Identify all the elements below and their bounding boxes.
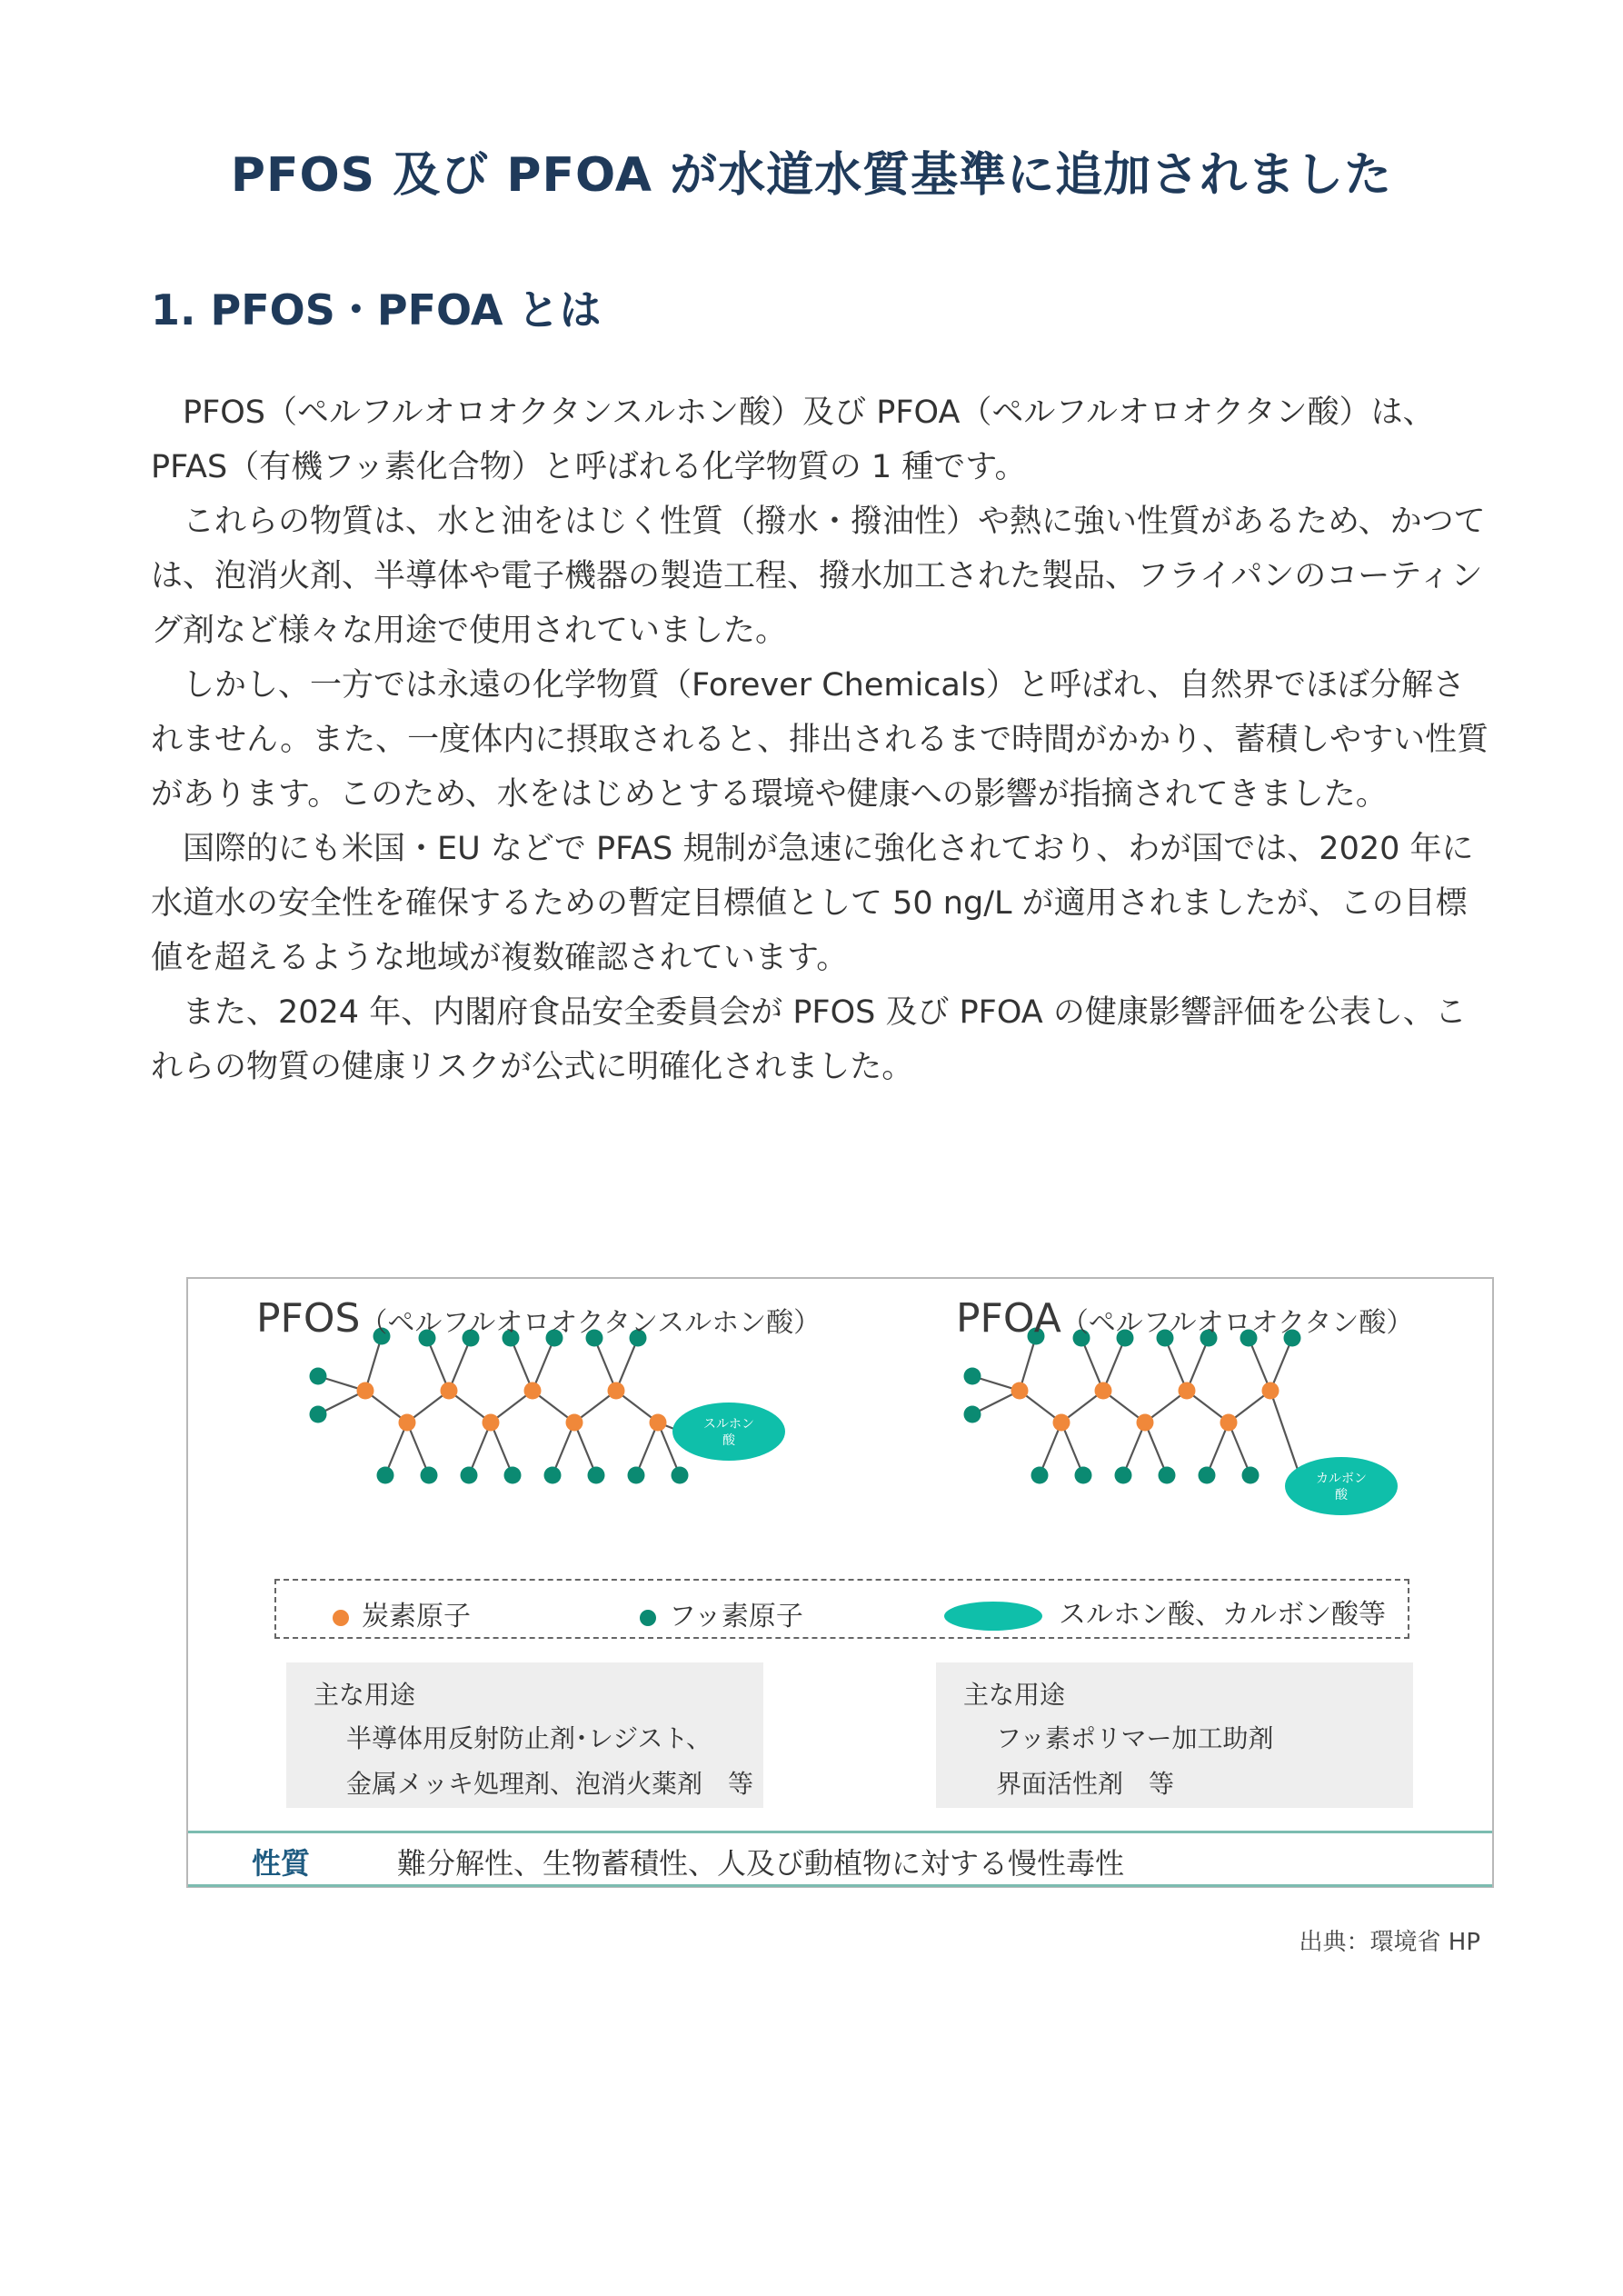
acid-group-ellipse bbox=[1285, 1457, 1398, 1515]
carbon-dot-icon bbox=[333, 1610, 349, 1626]
fluorine-atom bbox=[964, 1406, 981, 1423]
pfos-title bbox=[256, 1295, 821, 1342]
fluorine-atom bbox=[1031, 1467, 1049, 1484]
paragraph-2: これらの物質は、水と油をはじく性質（撥水・撥油性）や熱に強い性質があるため、かつては、泡消火剤、半導体や電子機器の製造工程、撥水加工された製品、フライパンのコーティング剤など様々な用途で使用されていました。 bbox=[151, 504, 1486, 649]
usage-box-pfoa bbox=[936, 1662, 1413, 1808]
fluorine-atom bbox=[504, 1467, 522, 1484]
legend-carbon-label: 炭素原子 bbox=[362, 1601, 471, 1632]
usage-line: フッ素ポリマー加工助剤 bbox=[996, 1723, 1274, 1753]
fluorine-atom bbox=[1199, 1467, 1216, 1484]
carbon-atom bbox=[650, 1414, 667, 1432]
carbon-atom bbox=[483, 1414, 500, 1432]
property-text: 難分解性、生物蓄積性、人及び動植物に対する慢性毒性 bbox=[397, 1846, 1125, 1881]
usage-line: 金属メッキ処理剤、泡消火薬剤 等 bbox=[346, 1769, 754, 1799]
carbon-atom bbox=[1137, 1414, 1154, 1432]
usage-heading: 主な用途 bbox=[963, 1680, 1066, 1710]
acid-group-label: スルホン bbox=[703, 1417, 754, 1432]
acid-ellipse-icon bbox=[944, 1602, 1042, 1631]
source-note: 出典：環境省 HP bbox=[1299, 1929, 1480, 1956]
fluorine-atom bbox=[421, 1467, 438, 1484]
fluorine-atom bbox=[588, 1467, 605, 1484]
fluorine-atom bbox=[461, 1467, 478, 1484]
molecule-figure bbox=[186, 1277, 1494, 1888]
usage-line: 界面活性剤 等 bbox=[996, 1769, 1175, 1799]
fluorine-atom bbox=[672, 1467, 689, 1484]
usage-heading: 主な用途 bbox=[314, 1680, 416, 1710]
carbon-atom bbox=[1053, 1414, 1070, 1432]
section-heading: 1. PFOS・PFOA とは bbox=[151, 285, 602, 334]
paragraph-3: しかし、一方では永遠の化学物質（Forever Chemicals）と呼ばれ、自然界でほぼ分解されません。また、一度体内に摂取されると、排出されるまで時間がかかり、蓄積しやすい性質があります。このため、水をはじめとする環境や健康への影響が指摘されてきました。 bbox=[151, 667, 1489, 813]
pfos-name: PFOS bbox=[256, 1295, 361, 1342]
acid-group-ellipse bbox=[672, 1403, 785, 1461]
carbon-atom bbox=[524, 1383, 542, 1400]
legend bbox=[274, 1579, 1409, 1639]
carbon-atom bbox=[1262, 1383, 1279, 1400]
fluorine-dot-icon bbox=[640, 1610, 656, 1626]
carbon-atom bbox=[399, 1414, 416, 1432]
body-text bbox=[151, 385, 1496, 1094]
fluorine-atom bbox=[310, 1406, 327, 1423]
legend-fluorine-label: フッ素原子 bbox=[669, 1601, 803, 1632]
fluorine-atom bbox=[1159, 1467, 1176, 1484]
fluorine-atom bbox=[377, 1467, 394, 1484]
fluorine-atom bbox=[310, 1368, 327, 1385]
carbon-atom bbox=[1179, 1383, 1196, 1400]
legend-fluorine bbox=[640, 1593, 803, 1633]
pfos-subtitle: （ペルフルオロオクタンスルホン酸） bbox=[360, 1307, 821, 1339]
fluorine-atom bbox=[1115, 1467, 1132, 1484]
carbon-atom bbox=[1095, 1383, 1112, 1400]
acid-group-label: 酸 bbox=[1335, 1488, 1348, 1502]
fluorine-atom bbox=[964, 1368, 981, 1385]
property-label: 性質 bbox=[252, 1846, 311, 1881]
usage-line: 半導体用反射防止剤･レジスト、 bbox=[346, 1723, 712, 1753]
pfoa-title bbox=[956, 1295, 1413, 1342]
paragraph-5: また、2024 年、内閣府食品安全委員会が PFOS 及び PFOA の健康影響評価を公表し、これらの物質の健康リスクが公式に明確化されました。 bbox=[151, 994, 1467, 1085]
pfoa-subtitle: （ペルフルオロオクタン酸） bbox=[1060, 1307, 1414, 1339]
carbon-atom bbox=[1220, 1414, 1238, 1432]
acid-group-label: カルボン bbox=[1316, 1472, 1367, 1486]
fluorine-atom bbox=[544, 1467, 562, 1484]
fluorine-atom bbox=[1242, 1467, 1260, 1484]
legend-acid bbox=[944, 1592, 1386, 1632]
carbon-atom bbox=[357, 1383, 374, 1400]
legend-carbon bbox=[333, 1593, 471, 1633]
carbon-atom bbox=[441, 1383, 458, 1400]
page-title: PFOS 及び PFOA が水道水質基準に追加されました bbox=[230, 148, 1393, 203]
pfoa-name: PFOA bbox=[956, 1295, 1061, 1342]
acid-group-label: 酸 bbox=[722, 1433, 735, 1448]
property-bar bbox=[188, 1831, 1492, 1887]
fluorine-atom bbox=[1075, 1467, 1092, 1484]
fluorine-atom bbox=[628, 1467, 645, 1484]
carbon-atom bbox=[566, 1414, 583, 1432]
paragraph-1: PFOS（ペルフルオロオクタンスルホン酸）及び PFOA（ペルフルオロオクタン酸）は、PFAS（有機フッ素化合物）と呼ばれる化学物質の 1 種です。 bbox=[151, 394, 1435, 485]
carbon-atom bbox=[1011, 1383, 1029, 1400]
paragraph-4: 国際的にも米国・EU などで PFAS 規制が急速に強化されており、わが国では、2020 年に水道水の安全性を確保するための暫定目標値として 50 ng/L が適用されましたが、この目標値を超えるような地域が複数確認されています。 bbox=[151, 831, 1474, 976]
carbon-atom bbox=[608, 1383, 625, 1400]
usage-box-pfos bbox=[286, 1662, 763, 1808]
legend-acid-label: スルホン酸、カルボン酸等 bbox=[1059, 1599, 1386, 1631]
